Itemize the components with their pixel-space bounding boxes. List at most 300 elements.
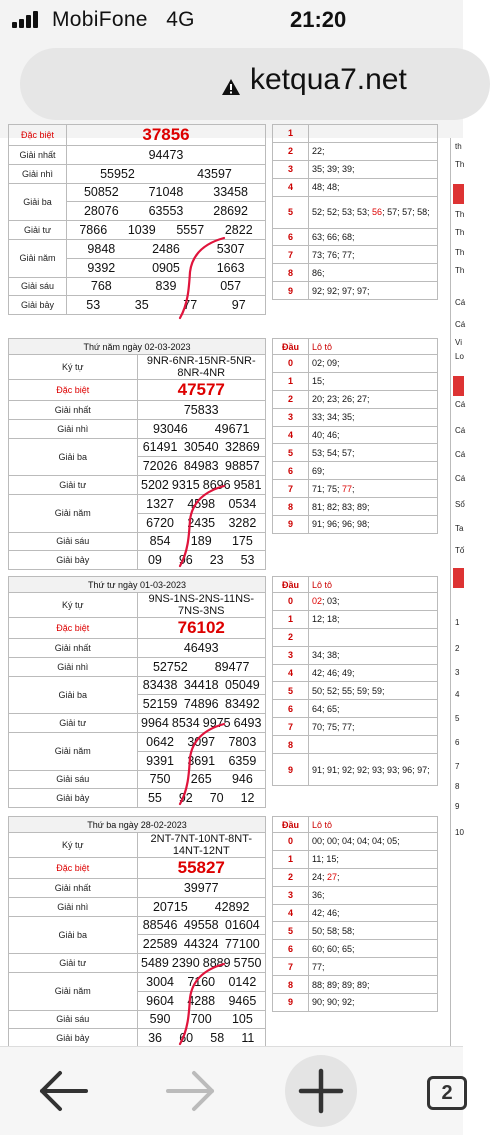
- loto-head-digit: 3: [273, 160, 309, 178]
- prize-number: 61491: [142, 440, 178, 455]
- results-table: [8, 124, 266, 315]
- prize-number: 60: [179, 1031, 194, 1046]
- loto-header: Lô tô: [309, 577, 438, 593]
- special-prize: 76102: [137, 618, 266, 639]
- prize-number: 55952: [100, 166, 135, 181]
- draw-date-title: Thứ ba ngày 28-02-2023: [9, 817, 266, 833]
- forward-button[interactable]: [160, 1061, 220, 1121]
- row-label: Giải năm: [9, 972, 138, 1010]
- sidebar-link[interactable]: 10: [455, 828, 464, 837]
- row-label: Giải bảy: [9, 789, 138, 808]
- prize-number: 63553: [148, 204, 184, 219]
- loto-values: 60; 60; 65;: [309, 940, 438, 958]
- loto-values: 81; 82; 83; 89;: [309, 498, 438, 516]
- fifth-prize: [67, 258, 266, 277]
- loto-head-digit: 4: [273, 426, 309, 444]
- prize-number: 36: [148, 1031, 162, 1046]
- loto-head-digit: 3: [273, 886, 309, 904]
- prize-number: 88546: [142, 918, 178, 933]
- loto-head-digit: 6: [273, 462, 309, 480]
- prize-number: 9465: [228, 993, 257, 1008]
- prize-number: 7866: [79, 223, 108, 238]
- second-prize: [137, 419, 266, 438]
- sidebar-link[interactable]: 1: [455, 618, 460, 627]
- third-prize: [137, 457, 266, 476]
- row-label: Ký tự: [9, 593, 138, 618]
- third-prize: [137, 438, 266, 457]
- seventh-prize: [67, 296, 266, 315]
- loto-table: [272, 576, 438, 786]
- prize-number: 2486: [152, 241, 180, 256]
- loto-head-digit: 1: [273, 850, 309, 868]
- prize-number: 83438: [142, 678, 178, 693]
- sidebar-link[interactable]: Tố: [455, 546, 465, 555]
- sidebar-link[interactable]: Th: [455, 160, 465, 169]
- draw-date-title: Thứ tư ngày 01-03-2023: [9, 577, 266, 593]
- prize-number: 189: [190, 534, 212, 549]
- sidebar-link[interactable]: th: [455, 142, 462, 151]
- sidebar-section-header: [453, 376, 464, 396]
- sidebar-link[interactable]: Cá: [455, 474, 466, 483]
- loto-header-dau: Đầu: [273, 339, 309, 355]
- loto-values: 12; 18;: [309, 610, 438, 628]
- loto-header: Lô tô: [309, 339, 438, 355]
- sidebar-right-clipped: [450, 138, 466, 1046]
- loto-head-digit: 4: [273, 178, 309, 196]
- row-label: Giải năm: [9, 732, 138, 770]
- prize-number: 71048: [148, 185, 184, 200]
- row-label: Giải sáu: [9, 770, 138, 789]
- prize-number: 768: [90, 279, 112, 294]
- carrier-label: MobiFone 4G: [52, 8, 195, 31]
- tab-count: 2: [427, 1076, 467, 1110]
- prize-number: 70: [209, 791, 224, 806]
- prize-number: 7803: [228, 734, 257, 749]
- sidebar-section-header: [453, 184, 464, 204]
- loto-values: 53; 54; 57;: [309, 444, 438, 462]
- prize-number: 28076: [83, 204, 119, 219]
- prize-number: 32869: [225, 440, 260, 455]
- draw-code: 9NR-6NR-15NR-5NR-8NR-4NR: [137, 355, 266, 380]
- loto-values: 90; 90; 92;: [309, 994, 438, 1012]
- prize-number: 34418: [183, 678, 219, 693]
- prize-number: 175: [231, 534, 253, 549]
- prize-number: 5202: [141, 478, 169, 493]
- row-label: Giải nhì: [9, 897, 138, 916]
- prize-number: 49558: [183, 918, 219, 933]
- loto-head-digit: 2: [273, 142, 309, 160]
- clock: 21:20: [290, 7, 347, 32]
- first-prize: 75833: [137, 401, 266, 420]
- sidebar-link[interactable]: Lo: [455, 352, 464, 361]
- prize-number: 9391: [146, 753, 174, 768]
- prize-number: 105: [231, 1012, 253, 1027]
- browser-toolbar: [0, 1046, 463, 1135]
- loto-head-digit: 7: [273, 480, 309, 498]
- lottery-result-block: [8, 338, 266, 570]
- prize-number: 30540: [183, 440, 219, 455]
- prize-number: 43597: [197, 166, 232, 181]
- loto-values: [309, 736, 438, 754]
- sidebar-link[interactable]: Th: [455, 266, 465, 275]
- prize-number: 854: [149, 534, 171, 549]
- special-prize: 55827: [137, 858, 266, 879]
- prize-number: 2390: [171, 956, 200, 971]
- sidebar-link[interactable]: 2: [455, 644, 460, 653]
- fifth-prize: [137, 991, 266, 1010]
- prize-number: 52752: [152, 659, 188, 674]
- prize-number: 11: [241, 1031, 255, 1046]
- row-label: Ký tự: [9, 833, 138, 858]
- loto-head-digit: 5: [273, 682, 309, 700]
- prize-number: 74896: [183, 697, 219, 712]
- loto-values: 11; 15;: [309, 850, 438, 868]
- arrow-right-icon: [160, 1061, 220, 1121]
- lottery-result-block: [8, 816, 266, 1048]
- sidebar-link[interactable]: Th: [455, 228, 465, 237]
- prize-number: 9975: [202, 716, 231, 731]
- loto-head-digit: 7: [273, 246, 309, 264]
- draw-code: 2NT-7NT-10NT-8NT-14NT-12NT: [137, 833, 266, 858]
- sidebar-link[interactable]: Cá: [455, 400, 466, 409]
- loto-head-digit: 9: [273, 754, 309, 786]
- loto-values: 40; 46;: [309, 426, 438, 444]
- prize-number: 0642: [146, 734, 174, 749]
- loto-head-digit: 2: [273, 628, 309, 646]
- loto-values: 88; 89; 89; 89;: [309, 976, 438, 994]
- loto-header-dau: Đầu: [273, 577, 309, 593]
- loto-table: [272, 338, 438, 534]
- loto-values: 77;: [309, 958, 438, 976]
- prize-number: 4598: [187, 496, 216, 511]
- fourth-prize: [137, 476, 266, 495]
- loto-head-digit: 1: [273, 125, 309, 143]
- prize-number: 7160: [187, 974, 216, 989]
- sidebar-link[interactable]: Cá: [455, 426, 466, 435]
- loto-header: Lô tô: [309, 817, 438, 833]
- fifth-prize: [137, 972, 266, 991]
- fourth-prize: [137, 714, 266, 733]
- draw-code: 9NS-1NS-2NS-11NS-7NS-3NS: [137, 593, 266, 618]
- prize-number: 3004: [146, 974, 174, 989]
- sixth-prize: [137, 770, 266, 789]
- prize-number: 750: [149, 772, 171, 787]
- first-prize: 39977: [137, 879, 266, 898]
- page-content: [0, 125, 466, 1046]
- row-label-special: Đặc biệt: [9, 618, 138, 639]
- prize-number: 9315: [171, 478, 200, 493]
- prize-number: 0534: [228, 496, 257, 511]
- row-label: Giải nhì: [9, 164, 67, 183]
- loto-head-digit: 8: [273, 264, 309, 282]
- row-label: Giải bảy: [9, 296, 67, 315]
- third-prize: [137, 695, 266, 714]
- sidebar-section-header: [453, 568, 464, 588]
- prize-number: 2822: [224, 223, 253, 238]
- prize-number: 946: [231, 772, 253, 787]
- prize-number: 72026: [142, 459, 178, 474]
- arrow-left-icon: [34, 1061, 94, 1121]
- row-label: Giải ba: [9, 438, 138, 476]
- prize-number: 96: [178, 553, 193, 568]
- row-label: Giải năm: [9, 239, 67, 277]
- loto-values: [309, 125, 438, 143]
- loto-values: 24; 27;: [309, 868, 438, 886]
- prize-number: 55: [147, 791, 162, 806]
- prize-number: 77: [183, 298, 198, 313]
- signal-icon: [12, 11, 46, 28]
- prize-number: 0142: [228, 974, 257, 989]
- prize-number: 8534: [171, 716, 200, 731]
- prize-number: 12: [240, 791, 255, 806]
- loto-head-digit: 9: [273, 994, 309, 1012]
- sidebar-link[interactable]: 5: [455, 714, 460, 723]
- prize-number: 8696: [202, 478, 231, 493]
- prize-number: 83492: [225, 697, 260, 712]
- prize-number: 9964: [141, 716, 169, 731]
- loto-head-digit: 4: [273, 904, 309, 922]
- loto-head-digit: 5: [273, 444, 309, 462]
- sidebar-link[interactable]: Ta: [455, 524, 464, 533]
- row-label: Giải sáu: [9, 532, 138, 551]
- plus-icon: [285, 1055, 357, 1127]
- loto-head-digit: 9: [273, 516, 309, 534]
- row-label: Giải ba: [9, 676, 138, 714]
- prize-number: 6720: [146, 515, 174, 530]
- loto-values: 02; 09;: [309, 355, 438, 373]
- loto-values: 02; 03;: [309, 593, 438, 611]
- sixth-prize: [67, 277, 266, 296]
- loto-values: 73; 76; 77;: [309, 246, 438, 264]
- loto-values: 15;: [309, 372, 438, 390]
- third-prize: [67, 202, 266, 221]
- prize-number: 9848: [87, 241, 116, 256]
- prize-number: 265: [190, 772, 212, 787]
- prize-number: 4288: [187, 993, 216, 1008]
- results-table: [8, 576, 266, 808]
- prize-number: 53: [86, 298, 101, 313]
- prize-number: 2435: [187, 515, 216, 530]
- loto-head-digit: 3: [273, 646, 309, 664]
- prize-number: 8889: [202, 956, 231, 971]
- loto-head-digit: 0: [273, 355, 309, 373]
- prize-number: 33458: [213, 185, 249, 200]
- prize-number: 97: [231, 298, 246, 313]
- prize-number: 92: [178, 791, 193, 806]
- lottery-result-block: [8, 576, 266, 808]
- loto-head-digit: 6: [273, 228, 309, 246]
- fifth-prize: [67, 239, 266, 258]
- fifth-prize: [137, 494, 266, 513]
- prize-number: 5750: [233, 956, 262, 971]
- fifth-prize: [137, 513, 266, 532]
- special-prize: 37856: [67, 125, 266, 146]
- loto-values: 91; 96; 96; 98;: [309, 516, 438, 534]
- loto-table: [272, 816, 438, 1012]
- row-label-special: Đặc biệt: [9, 125, 67, 146]
- third-prize: [137, 676, 266, 695]
- row-label: Giải tư: [9, 476, 138, 495]
- row-label: Giải sáu: [9, 1010, 138, 1029]
- row-label: Giải năm: [9, 494, 138, 532]
- loto-head-digit: 2: [273, 390, 309, 408]
- third-prize: [137, 935, 266, 954]
- row-label: Giải bảy: [9, 551, 138, 570]
- prize-number: 0905: [152, 260, 180, 275]
- sidebar-link[interactable]: Cá: [455, 298, 466, 307]
- loto-head-digit: 8: [273, 498, 309, 516]
- seventh-prize: [137, 1029, 266, 1048]
- first-prize: 46493: [137, 639, 266, 658]
- second-prize: [67, 164, 266, 183]
- sidebar-link[interactable]: 9: [455, 802, 460, 811]
- prize-number: 89477: [214, 659, 250, 674]
- loto-values: 50; 52; 55; 59; 59;: [309, 682, 438, 700]
- loto-values: 86;: [309, 264, 438, 282]
- sidebar-link[interactable]: Th: [455, 248, 465, 257]
- lottery-result-block: [8, 124, 266, 315]
- prize-number: 839: [155, 279, 177, 294]
- loto-head-digit: 0: [273, 593, 309, 611]
- row-label: Giải nhì: [9, 419, 138, 438]
- sidebar-link[interactable]: 7: [455, 762, 460, 771]
- loto-head-digit: 2: [273, 868, 309, 886]
- prize-number: 09: [147, 553, 162, 568]
- prize-number: 057: [220, 279, 242, 294]
- row-label: Giải tư: [9, 714, 138, 733]
- loto-table: [272, 124, 438, 300]
- loto-values: 34; 38;: [309, 646, 438, 664]
- status-bar: [0, 0, 463, 40]
- prize-number: 1663: [216, 260, 245, 275]
- sidebar-link[interactable]: 8: [455, 782, 460, 791]
- loto-header-dau: Đầu: [273, 817, 309, 833]
- prize-number: 3097: [187, 734, 216, 749]
- prize-number: 1327: [146, 496, 174, 511]
- loto-values: 00; 00; 04; 04; 04; 05;: [309, 833, 438, 851]
- prize-number: 5489: [141, 956, 169, 971]
- loto-values: 91; 91; 92; 92; 93; 93; 96; 97;: [309, 754, 438, 786]
- sidebar-link[interactable]: Th: [455, 210, 465, 219]
- loto-head-digit: 5: [273, 922, 309, 940]
- new-tab-button[interactable]: [285, 1055, 357, 1127]
- row-label: Giải sáu: [9, 277, 67, 296]
- loto-values: 70; 75; 77;: [309, 718, 438, 736]
- loto-values: 35; 39; 39;: [309, 160, 438, 178]
- fifth-prize: [137, 732, 266, 751]
- sidebar-link[interactable]: Vi: [455, 338, 462, 347]
- prize-number: 58: [210, 1031, 225, 1046]
- prize-number: 53: [240, 553, 255, 568]
- row-label: Giải nhất: [9, 401, 138, 420]
- sidebar-link[interactable]: Cá: [455, 320, 466, 329]
- loto-head-digit: 8: [273, 976, 309, 994]
- loto-values: 22;: [309, 142, 438, 160]
- sidebar-link[interactable]: Cá: [455, 450, 466, 459]
- loto-head-digit: 4: [273, 664, 309, 682]
- sidebar-link[interactable]: 3: [455, 668, 460, 677]
- prize-number: 5557: [176, 223, 205, 238]
- prize-number: 28692: [213, 204, 249, 219]
- prize-number: 98857: [225, 459, 260, 474]
- third-prize: [137, 916, 266, 935]
- prize-number: 44324: [183, 937, 219, 952]
- loto-values: 36;: [309, 886, 438, 904]
- prize-number: 9581: [233, 478, 262, 493]
- sidebar-link[interactable]: Sổ: [455, 500, 465, 509]
- sidebar-link[interactable]: 4: [455, 690, 460, 699]
- prize-number: 05049: [225, 678, 260, 693]
- draw-date-title: Thứ năm ngày 02-03-2023: [9, 339, 266, 355]
- prize-number: 49671: [214, 421, 250, 436]
- results-table: [8, 816, 266, 1048]
- back-button[interactable]: [34, 1061, 94, 1121]
- second-prize: [137, 897, 266, 916]
- row-label: Giải nhất: [9, 146, 67, 165]
- prize-number: 1039: [127, 223, 156, 238]
- loto-values: 63; 66; 68;: [309, 228, 438, 246]
- prize-number: 23: [209, 553, 224, 568]
- loto-head-digit: 3: [273, 408, 309, 426]
- row-label: Giải nhất: [9, 639, 138, 658]
- loto-head-digit: 8: [273, 736, 309, 754]
- fourth-prize: [67, 221, 266, 240]
- loto-head-digit: 1: [273, 610, 309, 628]
- prize-number: 6359: [228, 753, 257, 768]
- not-secure-warning-icon[interactable]: [221, 78, 241, 96]
- results-table: [8, 338, 266, 570]
- third-prize: [67, 183, 266, 202]
- fifth-prize: [137, 751, 266, 770]
- prize-number: 5307: [216, 241, 245, 256]
- first-prize: 94473: [67, 146, 266, 165]
- tabs-button[interactable]: [420, 1061, 480, 1121]
- prize-number: 01604: [225, 918, 260, 933]
- prize-number: 84983: [183, 459, 219, 474]
- prize-number: 93046: [152, 421, 188, 436]
- prize-number: 590: [149, 1012, 171, 1027]
- loto-values: 69;: [309, 462, 438, 480]
- loto-head-digit: 7: [273, 958, 309, 976]
- special-prize: 47577: [137, 380, 266, 401]
- loto-values: 42; 46;: [309, 904, 438, 922]
- row-label: Giải tư: [9, 954, 138, 973]
- prize-number: 3691: [187, 753, 216, 768]
- row-label: Giải bảy: [9, 1029, 138, 1048]
- row-label: Giải nhì: [9, 657, 138, 676]
- prize-number: 6493: [233, 716, 262, 731]
- loto-head-digit: 9: [273, 282, 309, 300]
- prize-number: 700: [190, 1012, 212, 1027]
- loto-values: 42; 46; 49;: [309, 664, 438, 682]
- loto-head-digit: 6: [273, 940, 309, 958]
- loto-head-digit: 7: [273, 718, 309, 736]
- prize-number: 42892: [214, 899, 250, 914]
- sixth-prize: [137, 532, 266, 551]
- prize-number: 77100: [225, 937, 260, 952]
- loto-values: 20; 23; 26; 27;: [309, 390, 438, 408]
- prize-number: 52159: [142, 697, 178, 712]
- loto-values: 64; 65;: [309, 700, 438, 718]
- loto-values: 48; 48;: [309, 178, 438, 196]
- url-text[interactable]: ketqua7.net: [250, 63, 407, 96]
- prize-number: 35: [134, 298, 149, 313]
- sidebar-link[interactable]: 6: [455, 738, 460, 747]
- row-label: Giải ba: [9, 183, 67, 221]
- loto-values: 50; 58; 58;: [309, 922, 438, 940]
- sixth-prize: [137, 1010, 266, 1029]
- loto-values: 71; 75; 77;: [309, 480, 438, 498]
